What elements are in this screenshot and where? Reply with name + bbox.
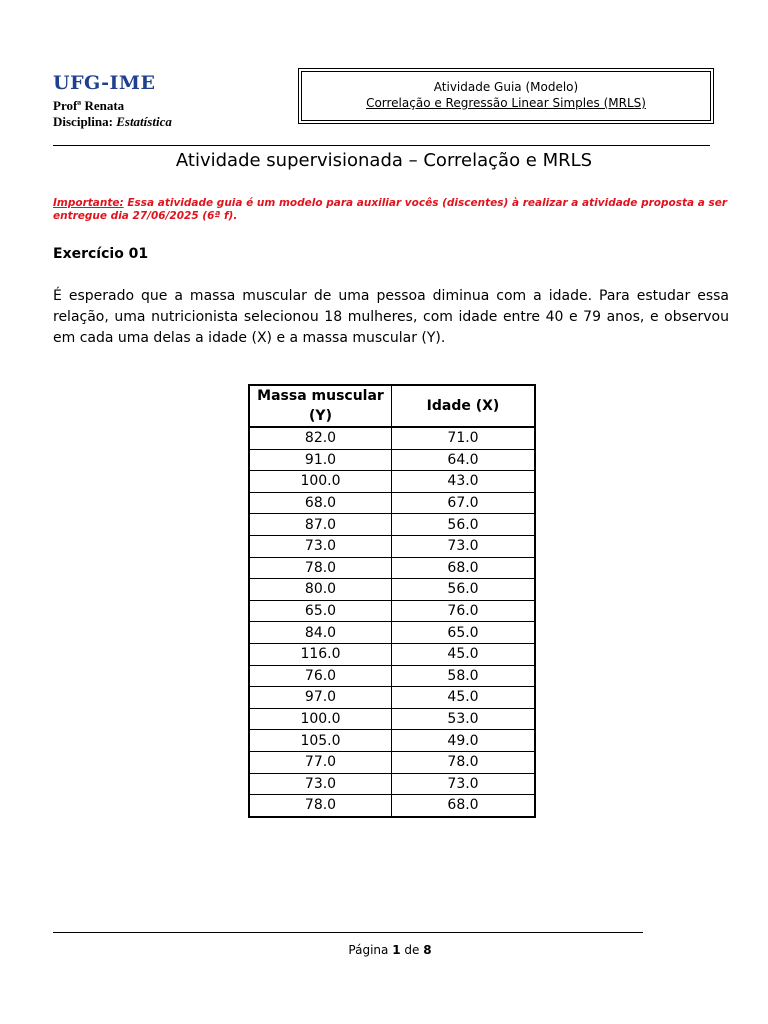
discipline (53, 114, 172, 130)
cell-age: 43.0 (392, 471, 536, 493)
page-number (0, 943, 768, 957)
current-page: 1 (392, 943, 401, 957)
cell-muscle-mass: 78.0 (249, 795, 392, 817)
table-row (249, 579, 535, 601)
column-header-age: Idade (X) (392, 385, 536, 427)
exercise-title: Exercício 01 (53, 246, 149, 262)
table-row (249, 773, 535, 795)
data-table (248, 384, 536, 818)
cell-muscle-mass: 87.0 (249, 514, 392, 536)
cell-age: 49.0 (392, 730, 536, 752)
important-lead: Importante: (53, 197, 124, 209)
table-row (249, 730, 535, 752)
important-text: Essa atividade guia é um modelo para auxiliar vocês (discentes) à realizar a atividade proposta a ser entregue dia 27/06/2025 (6ª f). (53, 197, 728, 222)
table-row (249, 557, 535, 579)
column-header-muscle-mass: Massa muscular (Y) (249, 385, 392, 427)
cell-muscle-mass: 100.0 (249, 471, 392, 493)
cell-age: 53.0 (392, 708, 536, 730)
guide-box-line2: Correlação e Regressão Linear Simples (MRLS) (366, 96, 646, 110)
page-title: Atividade supervisionada – Correlação e MRLS (175, 150, 593, 171)
table-row (249, 687, 535, 709)
footer-divider (53, 932, 643, 933)
cell-muscle-mass: 68.0 (249, 492, 392, 514)
cell-muscle-mass: 80.0 (249, 579, 392, 601)
table-row (249, 643, 535, 665)
table-row (249, 449, 535, 471)
table-row (249, 471, 535, 493)
page-word: Página (348, 943, 389, 957)
discipline-value: Estatística (116, 114, 172, 129)
cell-muscle-mass: 91.0 (249, 449, 392, 471)
cell-age: 73.0 (392, 535, 536, 557)
of-word: de (404, 943, 420, 957)
institution-logo: UFG-IME (53, 72, 156, 94)
cell-age: 76.0 (392, 600, 536, 622)
cell-age: 71.0 (392, 427, 536, 449)
professor-name: Profª Renata (53, 98, 125, 113)
cell-age: 45.0 (392, 687, 536, 709)
cell-age: 45.0 (392, 643, 536, 665)
table-row (249, 622, 535, 644)
cell-age: 78.0 (392, 751, 536, 773)
guide-box-line1: Atividade Guia (Modelo) (433, 80, 579, 94)
table-row (249, 600, 535, 622)
cell-muscle-mass: 73.0 (249, 535, 392, 557)
cell-age: 68.0 (392, 795, 536, 817)
cell-muscle-mass: 78.0 (249, 557, 392, 579)
table-row (249, 514, 535, 536)
cell-age: 56.0 (392, 579, 536, 601)
cell-muscle-mass: 116.0 (249, 643, 392, 665)
cell-age: 73.0 (392, 773, 536, 795)
header-divider (53, 145, 710, 146)
cell-age: 67.0 (392, 492, 536, 514)
table-row (249, 665, 535, 687)
cell-muscle-mass: 100.0 (249, 708, 392, 730)
cell-muscle-mass: 97.0 (249, 687, 392, 709)
cell-muscle-mass: 65.0 (249, 600, 392, 622)
table-body (249, 427, 535, 817)
table-row (249, 535, 535, 557)
cell-age: 56.0 (392, 514, 536, 536)
cell-age: 58.0 (392, 665, 536, 687)
table-row (249, 795, 535, 817)
discipline-label: Disciplina: (53, 114, 113, 129)
table-row (249, 751, 535, 773)
cell-muscle-mass: 77.0 (249, 751, 392, 773)
cell-age: 68.0 (392, 557, 536, 579)
table-row (249, 492, 535, 514)
exercise-description: É esperado que a massa muscular de uma pessoa diminua com a idade. Para estudar essa relação, uma nutricionista selecionou 18 mulheres, com idade entre 40 e 79 anos, e observou em cada uma delas a idade (X) e a massa muscular (Y). (53, 288, 729, 346)
cell-age: 64.0 (392, 449, 536, 471)
total-pages: 8 (423, 943, 432, 957)
cell-muscle-mass: 73.0 (249, 773, 392, 795)
cell-age: 65.0 (392, 622, 536, 644)
cell-muscle-mass: 76.0 (249, 665, 392, 687)
table-row (249, 427, 535, 449)
cell-muscle-mass: 82.0 (249, 427, 392, 449)
activity-guide-box (298, 68, 714, 124)
cell-muscle-mass: 105.0 (249, 730, 392, 752)
important-note (53, 197, 733, 223)
table-header-row (249, 385, 535, 427)
table-row (249, 708, 535, 730)
cell-muscle-mass: 84.0 (249, 622, 392, 644)
